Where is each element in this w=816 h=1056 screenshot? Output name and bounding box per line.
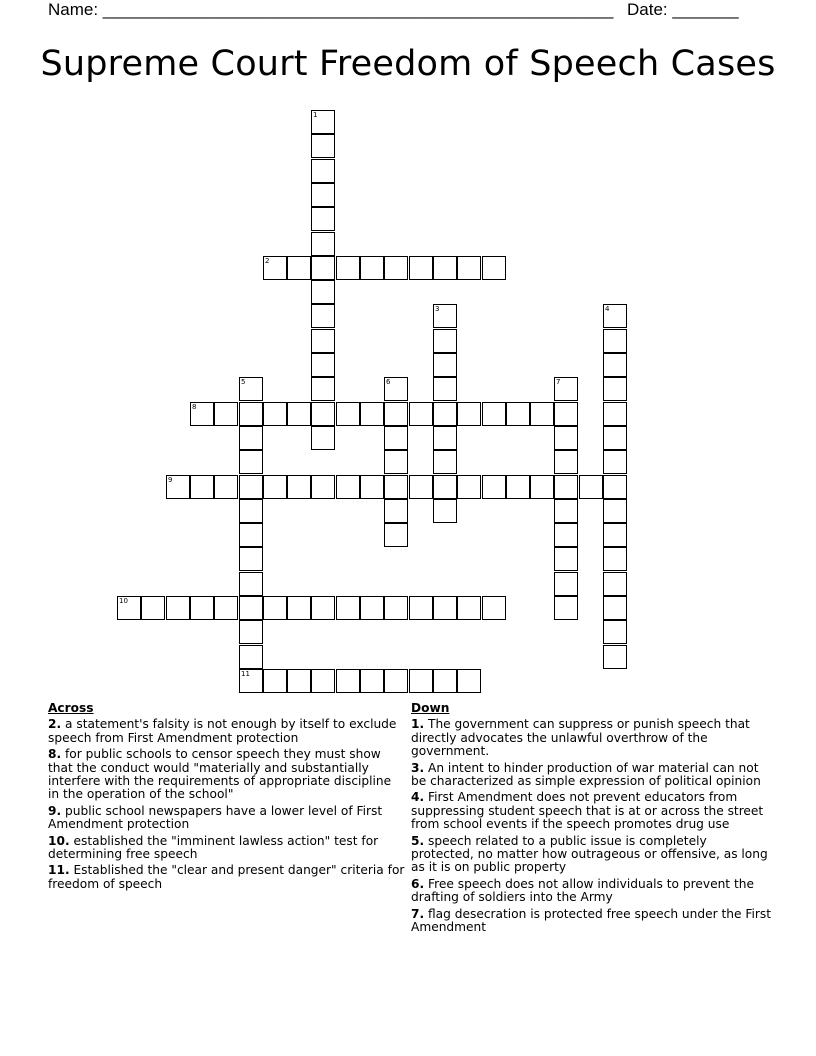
- grid-cell[interactable]: [409, 256, 433, 280]
- grid-cell[interactable]: [263, 596, 287, 620]
- grid-cell[interactable]: [433, 256, 457, 280]
- grid-cell[interactable]: [336, 669, 360, 693]
- grid-cell[interactable]: [384, 499, 408, 523]
- clue-number: 11.: [48, 863, 70, 878]
- grid-cell[interactable]: [433, 402, 457, 426]
- grid-cell[interactable]: [433, 499, 457, 523]
- grid-cell[interactable]: [311, 183, 335, 207]
- grid-cell[interactable]: [603, 353, 627, 377]
- grid-cell[interactable]: [336, 475, 360, 499]
- clue-number: 2.: [48, 717, 62, 732]
- clue-text: Established the "clear and present danger" criteria for freedom of speech: [48, 863, 405, 891]
- clue-text: public school newspapers have a lower level of First Amendment protection: [48, 803, 383, 832]
- grid-cell[interactable]: [603, 499, 627, 523]
- grid-cell[interactable]: [384, 596, 408, 620]
- down-clue: [411, 762, 773, 789]
- grid-cell[interactable]: [433, 596, 457, 620]
- grid-cell[interactable]: [482, 596, 506, 620]
- grid-cell[interactable]: [263, 256, 287, 280]
- grid-cell[interactable]: [554, 547, 578, 571]
- grid-cell[interactable]: [311, 596, 335, 620]
- grid-cell[interactable]: [239, 426, 263, 450]
- grid-cell[interactable]: [554, 523, 578, 547]
- grid-cell[interactable]: [239, 596, 263, 620]
- clue-text: for public schools to censor speech they must show that the conduct would "materially and substantially interfere with the requirements of appropriate discipline in the operation of the school": [48, 747, 392, 802]
- grid-cell[interactable]: [603, 402, 627, 426]
- clue-number: 6.: [411, 876, 425, 891]
- grid-cell[interactable]: [409, 596, 433, 620]
- clue-number: 9.: [48, 803, 62, 818]
- grid-cell[interactable]: [287, 402, 311, 426]
- grid-cell[interactable]: [433, 426, 457, 450]
- grid-cell[interactable]: [239, 523, 263, 547]
- grid-cell[interactable]: [603, 329, 627, 353]
- grid-cell[interactable]: [554, 402, 578, 426]
- clue-number-label: 7: [556, 378, 561, 386]
- grid-cell[interactable]: [311, 110, 335, 134]
- grid-cell[interactable]: [554, 572, 578, 596]
- grid-cell[interactable]: [311, 329, 335, 353]
- grid-cell[interactable]: [311, 304, 335, 328]
- clue-number: 10.: [48, 833, 70, 848]
- grid-cell[interactable]: [384, 475, 408, 499]
- grid-cell[interactable]: [336, 596, 360, 620]
- grid-cell[interactable]: [554, 377, 578, 401]
- clue-number: 4.: [411, 790, 425, 805]
- clue-number-label: 1: [313, 111, 318, 119]
- grid-cell[interactable]: [384, 256, 408, 280]
- grid-cell[interactable]: [287, 596, 311, 620]
- grid-cell[interactable]: [457, 596, 481, 620]
- clue-text: established the "imminent lawless action" test for determining free speech: [48, 833, 379, 862]
- down-clue: [411, 878, 773, 905]
- grid-cell[interactable]: [384, 523, 408, 547]
- clue-text: First Amendment does not prevent educators from suppressing student speech that is at or across the street from school events if the speech promotes drug use: [411, 790, 764, 832]
- grid-cell[interactable]: [603, 596, 627, 620]
- grid-cell[interactable]: [239, 547, 263, 571]
- grid-cell[interactable]: [579, 475, 603, 499]
- date-field-label: Date: _______: [627, 0, 739, 19]
- grid-cell[interactable]: [457, 256, 481, 280]
- clue-number: 1.: [411, 717, 425, 732]
- clue-number: 3.: [411, 760, 425, 775]
- grid-cell[interactable]: [336, 402, 360, 426]
- clue-number-label: 8: [192, 403, 197, 411]
- across-clue: [48, 835, 406, 862]
- grid-cell[interactable]: [603, 547, 627, 571]
- grid-cell[interactable]: [482, 402, 506, 426]
- grid-cell[interactable]: [384, 669, 408, 693]
- grid-cell[interactable]: [554, 450, 578, 474]
- clue-number-label: 10: [119, 597, 128, 605]
- grid-cell[interactable]: [311, 134, 335, 158]
- grid-cell[interactable]: [603, 426, 627, 450]
- clue-number-label: 9: [168, 476, 173, 484]
- grid-cell[interactable]: [311, 353, 335, 377]
- down-clues: [411, 702, 773, 938]
- grid-cell[interactable]: [360, 402, 384, 426]
- grid-cell[interactable]: [287, 475, 311, 499]
- grid-cell[interactable]: [554, 475, 578, 499]
- down-clue: [411, 835, 773, 875]
- across-clue: [48, 864, 406, 891]
- grid-cell[interactable]: [311, 232, 335, 256]
- grid-cell[interactable]: [433, 304, 457, 328]
- clue-text: speech related to a public issue is completely protected, no matter how outrageous or offensive, as long as it is on public property: [411, 833, 768, 875]
- grid-cell[interactable]: [384, 377, 408, 401]
- grid-cell[interactable]: [311, 280, 335, 304]
- clue-text: flag desecration is protected free speech under the First Amendment: [411, 906, 772, 935]
- grid-cell[interactable]: [409, 475, 433, 499]
- grid-cell[interactable]: [311, 159, 335, 183]
- page-title: Supreme Court Freedom of Speech Cases: [40, 44, 776, 84]
- clue-text: a statement's falsity is not enough by itself to exclude speech from First Amendment protection: [48, 717, 397, 745]
- clue-number: 8.: [48, 747, 62, 762]
- grid-cell[interactable]: [554, 426, 578, 450]
- down-clue: [411, 718, 773, 758]
- grid-cell[interactable]: [433, 377, 457, 401]
- grid-cell[interactable]: [311, 402, 335, 426]
- down-heading: Down: [411, 701, 450, 715]
- grid-cell[interactable]: [554, 499, 578, 523]
- grid-cell[interactable]: [263, 475, 287, 499]
- grid-cell[interactable]: [603, 450, 627, 474]
- down-clue: [411, 908, 773, 935]
- grid-cell[interactable]: [214, 475, 238, 499]
- grid-cell[interactable]: [506, 402, 530, 426]
- grid-cell[interactable]: [506, 475, 530, 499]
- grid-cell[interactable]: [433, 475, 457, 499]
- grid-cell[interactable]: [433, 329, 457, 353]
- grid-cell[interactable]: [239, 402, 263, 426]
- grid-cell[interactable]: [603, 475, 627, 499]
- clue-number-label: 2: [265, 257, 270, 265]
- across-clue: [48, 718, 406, 745]
- grid-cell[interactable]: [530, 402, 554, 426]
- across-clue: [48, 805, 406, 832]
- grid-cell[interactable]: [263, 669, 287, 693]
- grid-cell[interactable]: [141, 596, 165, 620]
- grid-cell[interactable]: [239, 475, 263, 499]
- across-heading: Across: [48, 701, 94, 715]
- clue-number: 5.: [411, 833, 425, 848]
- grid-cell[interactable]: [117, 596, 141, 620]
- grid-cell[interactable]: [311, 377, 335, 401]
- clue-text: The government can suppress or punish speech that directly advocates the unlawful overthrow of the government.: [411, 717, 750, 759]
- grid-cell[interactable]: [482, 256, 506, 280]
- grid-cell[interactable]: [190, 596, 214, 620]
- grid-cell[interactable]: [530, 475, 554, 499]
- down-clue: [411, 791, 773, 831]
- clue-number-label: 6: [386, 378, 391, 386]
- grid-cell[interactable]: [214, 402, 238, 426]
- grid-cell[interactable]: [384, 402, 408, 426]
- grid-cell[interactable]: [603, 572, 627, 596]
- clue-text: Free speech does not allow individuals to prevent the drafting of soldiers into the Army: [411, 876, 754, 905]
- grid-cell[interactable]: [190, 402, 214, 426]
- grid-cell[interactable]: [311, 475, 335, 499]
- grid-cell[interactable]: [384, 450, 408, 474]
- clue-number: 7.: [411, 906, 425, 921]
- across-clue: [48, 748, 406, 802]
- grid-cell[interactable]: [239, 572, 263, 596]
- grid-cell[interactable]: [457, 669, 481, 693]
- grid-cell[interactable]: [263, 402, 287, 426]
- grid-cell[interactable]: [409, 402, 433, 426]
- grid-cell[interactable]: [239, 645, 263, 669]
- grid-cell[interactable]: [311, 207, 335, 231]
- clue-number-label: 11: [241, 670, 250, 678]
- grid-cell[interactable]: [239, 669, 263, 693]
- grid-cell[interactable]: [311, 426, 335, 450]
- grid-cell[interactable]: [166, 596, 190, 620]
- grid-cell[interactable]: [190, 475, 214, 499]
- across-clues: [48, 702, 406, 894]
- grid-cell[interactable]: [287, 256, 311, 280]
- grid-cell[interactable]: [360, 256, 384, 280]
- grid-cell[interactable]: [433, 353, 457, 377]
- grid-cell[interactable]: [239, 620, 263, 644]
- grid-cell[interactable]: [311, 256, 335, 280]
- grid-cell[interactable]: [311, 669, 335, 693]
- grid-cell[interactable]: [336, 256, 360, 280]
- grid-cell[interactable]: [166, 475, 190, 499]
- grid-cell[interactable]: [457, 475, 481, 499]
- grid-cell[interactable]: [457, 402, 481, 426]
- grid-cell[interactable]: [603, 377, 627, 401]
- clue-number-label: 4: [605, 305, 610, 313]
- grid-cell[interactable]: [433, 450, 457, 474]
- grid-cell[interactable]: [239, 450, 263, 474]
- name-field-label: Name: ______________________________________________________: [48, 0, 614, 19]
- grid-cell[interactable]: [554, 596, 578, 620]
- grid-cell[interactable]: [603, 304, 627, 328]
- grid-cell[interactable]: [384, 426, 408, 450]
- grid-cell[interactable]: [360, 596, 384, 620]
- grid-cell[interactable]: [214, 596, 238, 620]
- grid-cell[interactable]: [360, 475, 384, 499]
- grid-cell[interactable]: [603, 645, 627, 669]
- grid-cell[interactable]: [360, 669, 384, 693]
- grid-cell[interactable]: [287, 669, 311, 693]
- clue-number-label: 3: [435, 305, 440, 313]
- clue-text: An intent to hinder production of war material can not be characterized as simple expression of political opinion: [411, 760, 761, 789]
- grid-cell[interactable]: [239, 377, 263, 401]
- grid-cell[interactable]: [433, 669, 457, 693]
- grid-cell[interactable]: [603, 620, 627, 644]
- grid-cell[interactable]: [239, 499, 263, 523]
- grid-cell[interactable]: [603, 523, 627, 547]
- grid-cell[interactable]: [409, 669, 433, 693]
- grid-cell[interactable]: [482, 475, 506, 499]
- clue-number-label: 5: [241, 378, 246, 386]
